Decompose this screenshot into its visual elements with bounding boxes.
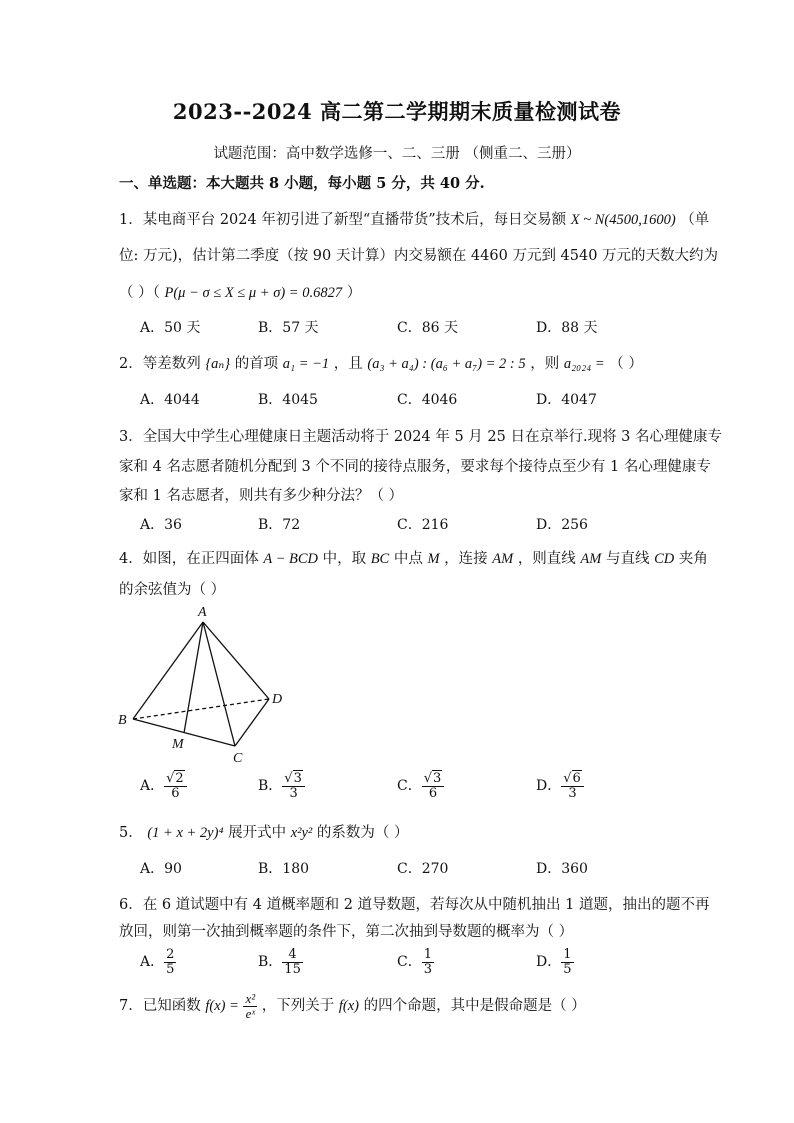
q4-option-a[interactable]: A． $\frac{√2}{6}$ bbox=[140, 772, 187, 800]
q1-text: （单 bbox=[680, 212, 710, 228]
option-letter: B． bbox=[258, 954, 283, 971]
q6-option-a[interactable] bbox=[140, 948, 176, 976]
numerator: 1 bbox=[563, 947, 572, 962]
q2-text: ，且 bbox=[333, 356, 363, 372]
denominator: 3 bbox=[423, 961, 432, 977]
q1-option-c[interactable]: C．86 天 bbox=[397, 320, 458, 336]
q6-option-d[interactable] bbox=[536, 948, 574, 976]
q2-text: 2．等差数列 bbox=[119, 356, 201, 372]
q4-option-b[interactable]: B． $\frac{√3}{3}$ bbox=[258, 772, 305, 800]
q5-text: 展开式中 bbox=[228, 825, 287, 841]
q7-text: 的四个命题，其中是假命题是（ ） bbox=[363, 998, 586, 1015]
q4-text: 与直线 bbox=[605, 551, 650, 567]
q5-text: 5． bbox=[119, 825, 143, 841]
q6-line2: 放回，则第一次抽到概率题的条件下，第二次抽到导数题的概率为（ ） bbox=[119, 924, 574, 940]
q4-text: ，则直线 bbox=[517, 551, 576, 567]
option-letter: A． bbox=[140, 778, 165, 795]
q6-line1: 6．在 6 道试题中有 4 道概率题和 2 道导数题，若每次从中随机抽出 1 道题，抽出的题不再 bbox=[119, 897, 710, 913]
q4-segment-am: AM bbox=[492, 551, 514, 567]
q2-line1 bbox=[119, 352, 643, 373]
q7-line1 bbox=[119, 992, 586, 1020]
label-a: A bbox=[198, 605, 207, 620]
sqrt-value: 3 bbox=[293, 771, 302, 786]
denominator: 3 bbox=[289, 785, 298, 801]
option-letter: C． bbox=[397, 778, 422, 795]
numerator: 2 bbox=[166, 947, 175, 962]
q3-line1: 3．全国大中学生心理健康日主题活动将于 2024 年 5 月 25 日在京举行.现将 3 名心理健康专 bbox=[119, 429, 723, 445]
q5-expression: (1 + x + 2y)⁴ bbox=[147, 825, 224, 841]
q1-text: （ ）（ bbox=[119, 285, 160, 301]
q5-option-b[interactable]: B．180 bbox=[258, 861, 310, 877]
q4-segment-bc: BC bbox=[370, 551, 390, 567]
edge-bd-hidden bbox=[133, 699, 269, 719]
tetrahedron-figure bbox=[114, 600, 294, 770]
q4-tetrahedron: A − BCD bbox=[263, 551, 318, 567]
q1-probability: P(μ − σ ≤ X ≤ μ + σ) = 0.6827 bbox=[164, 285, 343, 301]
sqrt-value: 3 bbox=[433, 771, 442, 786]
edge-cd bbox=[235, 699, 269, 746]
numerator: 4 bbox=[282, 948, 303, 963]
label-d: D bbox=[272, 692, 283, 707]
q6-option-c[interactable] bbox=[397, 948, 434, 976]
q4-point-m: M bbox=[427, 551, 440, 567]
edge-ab bbox=[133, 622, 203, 719]
q1-text: 1．某电商平台 2024 年初引进了新型“直播带货”技术后，每日交易额 bbox=[119, 212, 567, 228]
sqrt-value: 6 bbox=[572, 771, 581, 786]
q4-text: 4．如图，在正四面体 bbox=[119, 551, 259, 567]
q5-line1 bbox=[119, 821, 409, 842]
q2-option-a[interactable]: A．4044 bbox=[140, 392, 200, 408]
q5-term: x²y² bbox=[290, 825, 313, 841]
q4-line2: 的余弦值为（ ） bbox=[119, 582, 226, 598]
exam-scope: 试题范围：高中数学选修一、二、三册 （侧重二、三册） bbox=[213, 146, 581, 162]
q7-text: ，下列关于 bbox=[261, 998, 335, 1015]
q7-numerator: x² bbox=[245, 991, 256, 1006]
q5-option-a[interactable]: A．90 bbox=[140, 861, 182, 877]
section-heading: 一、单选题：本大题共 8 小题，每小题 5 分，共 40 分. bbox=[119, 175, 485, 192]
q2-text: （ ） bbox=[609, 356, 643, 372]
q1-line1 bbox=[119, 208, 709, 229]
q5-option-c[interactable]: C．270 bbox=[397, 861, 449, 877]
option-letter: D． bbox=[536, 778, 562, 795]
q1-option-d[interactable]: D．88 天 bbox=[536, 320, 598, 336]
q4-line1 bbox=[119, 547, 708, 568]
q2-text: ，则 bbox=[530, 356, 560, 372]
option-letter: C． bbox=[397, 954, 422, 971]
q2-option-c[interactable]: C．4046 bbox=[397, 392, 458, 408]
q1-line3 bbox=[119, 281, 361, 302]
q2-option-d[interactable]: D．4047 bbox=[536, 392, 597, 408]
q2-text: 的首项 bbox=[234, 356, 279, 372]
q4-text: 中，取 bbox=[322, 551, 367, 567]
q6-option-b[interactable] bbox=[258, 948, 303, 976]
q4-text: ，连接 bbox=[444, 551, 488, 567]
q5-option-d[interactable]: D．360 bbox=[536, 861, 588, 877]
q1-option-a[interactable]: A．50 天 bbox=[140, 320, 201, 336]
q2-sequence: {aₙ} bbox=[205, 356, 231, 372]
q4-line-cd: CD bbox=[654, 551, 675, 567]
label-b: B bbox=[118, 713, 127, 728]
q3-option-a[interactable]: A．36 bbox=[140, 517, 182, 533]
q3-option-c[interactable]: C．216 bbox=[397, 517, 449, 533]
q3-line3: 家和 1 名志愿者，则共有多少种分法？（ ） bbox=[119, 488, 404, 504]
q3-option-b[interactable]: B．72 bbox=[258, 517, 301, 533]
denominator: 15 bbox=[284, 961, 301, 977]
q4-line-am: AM bbox=[580, 551, 602, 567]
q3-option-d[interactable]: D．256 bbox=[536, 517, 588, 533]
q1-option-b[interactable]: B．57 天 bbox=[258, 320, 319, 336]
denominator: 5 bbox=[166, 961, 175, 977]
q2-target: a₂₀₂₄ = bbox=[563, 356, 605, 372]
q4-option-d[interactable]: D． $\frac{√6}{3}$ bbox=[536, 772, 584, 800]
edge-bc bbox=[133, 719, 235, 746]
q4-text: 夹角 bbox=[678, 551, 708, 567]
denominator: 3 bbox=[568, 785, 577, 801]
q4-option-c[interactable]: C． $\frac{√3}{6}$ bbox=[397, 772, 444, 800]
option-letter: D． bbox=[536, 954, 562, 971]
sqrt-value: 2 bbox=[175, 771, 184, 786]
denominator: 6 bbox=[171, 785, 180, 801]
q7-function-name: f(x) = bbox=[205, 998, 239, 1015]
q2-ratio: (a₃ + a₄) : (a₆ + a₇) = 2 : 5 bbox=[367, 356, 526, 372]
exam-title: 2023--2024 高二第二学期期末质量检测试卷 bbox=[172, 99, 622, 124]
q1-distribution: X ~ N(4500,1600) bbox=[570, 212, 676, 228]
numerator: 1 bbox=[423, 947, 432, 962]
option-letter: A． bbox=[140, 954, 165, 971]
segment-am bbox=[184, 622, 203, 733]
q7-text: 7．已知函数 bbox=[119, 998, 201, 1015]
label-m: M bbox=[172, 737, 184, 752]
q7-function-ref: f(x) bbox=[338, 998, 359, 1015]
q1-text: ） bbox=[346, 285, 362, 301]
q2-first-term: a₁ = −1 bbox=[282, 356, 330, 372]
q2-option-b[interactable]: B．4045 bbox=[258, 392, 318, 408]
q7-denominator: eˣ bbox=[245, 1005, 256, 1021]
q5-text: 的系数为（ ） bbox=[316, 825, 409, 841]
denominator: 6 bbox=[428, 785, 438, 801]
q1-line2: 位: 万元)，估计第二季度（按 90 天计算）内交易额在 4460 万元到 4540 万元的天数大约为 bbox=[119, 248, 719, 264]
label-c: C bbox=[233, 751, 243, 766]
q4-text: 中点 bbox=[393, 551, 423, 567]
option-letter: B． bbox=[258, 778, 283, 795]
denominator: 5 bbox=[563, 961, 572, 977]
q3-line2: 家和 4 名志愿者随机分配到 3 个不同的接待点服务，要求每个接待点至少有 1 名心理健康专 bbox=[119, 459, 711, 475]
